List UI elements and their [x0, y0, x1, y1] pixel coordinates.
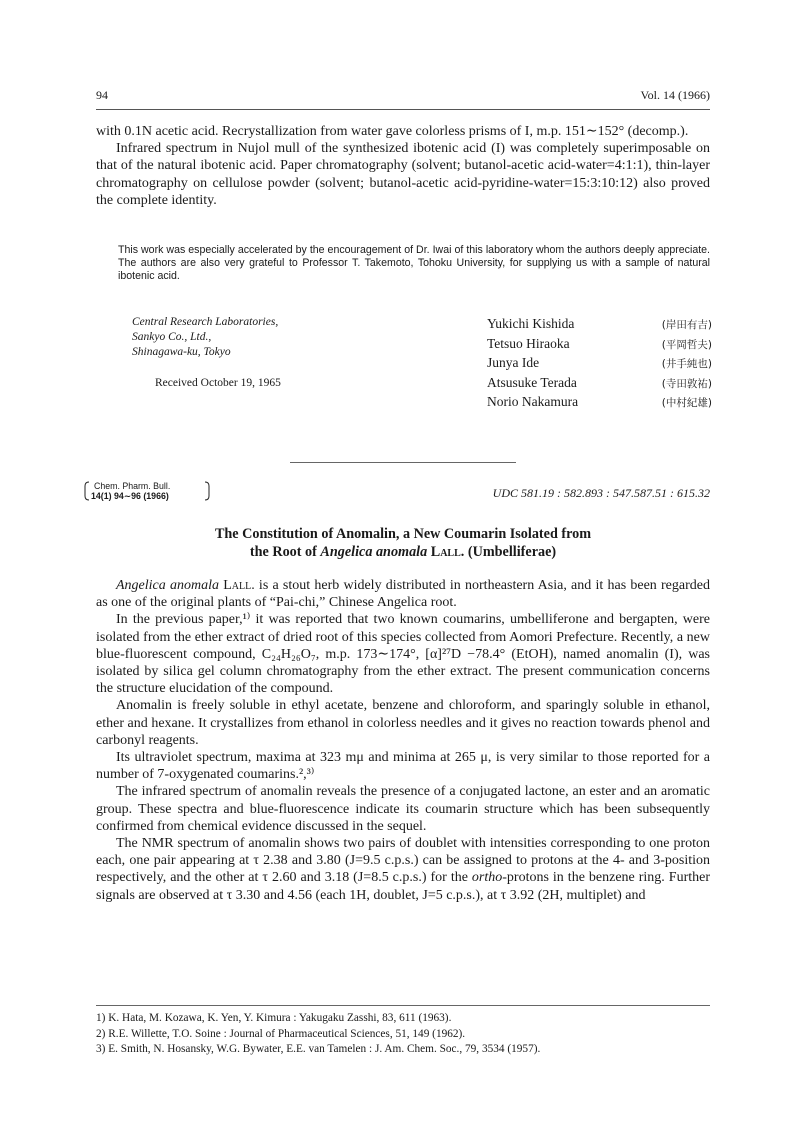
author-kanji: (平岡哲夫) — [661, 338, 712, 351]
paragraph-2: In the previous paper,¹⁾ it was reported that two known coumarins, umbelliferone and bergapten, were isolated from the ether extract of dried root of this species collected from Aomori Prefecture. Recently, a new blue-fluorescent compound, C₂₄H₂₆O₇, m.p. 173∼174°, [α]²⁷D −78.4° (EtOH), named anomalin (I), was isolated by silica gel column chromatography from the ether extract. The present communication concerns the structure elucidation of the compound. — [96, 612, 710, 697]
title-author: Lall. — [427, 543, 465, 560]
affiliation — [132, 315, 278, 360]
prev-paragraph-2: Infrared spectrum in Nujol mull of the synthesized ibotenic acid (I) was completely superimposable on that of the natural ibotenic acid. Paper chromatography (solvent; butanol-acetic acid-water=4:1:1), thin-layer chromatography on cellulose powder (solvent; butanol-acetic acid-pyridine-water=15:3:10:12) also proved the complete identity. — [96, 141, 710, 208]
footnote-rule — [96, 1005, 710, 1006]
header-rule — [96, 109, 710, 110]
received-date: Received October 19, 1965 — [155, 377, 281, 389]
paragraph-4: Its ultraviolet spectrum, maxima at 323 mμ and minima at 265 μ, is very similar to those reported for a number of 7-oxygenated coumarins.²,³⁾ — [96, 750, 710, 783]
paragraph-5: The infrared spectrum of anomalin reveals the presence of a conjugated lactone, an ester and an aromatic group. These spectra and blue-fluorescence indicate its coumarin structure which has been subsequently confirmed from chemical evidence discussed in the sequel. — [96, 784, 710, 834]
paragraph-3: Anomalin is freely soluble in ethyl acetate, benzene and chloroform, and sparingly soluble in ethanol, ether and hexane. It crystallizes from ethanol in colorless needles and it gives no reaction towards phenol and carbonyl reagents. — [96, 698, 710, 748]
author-kanji: (井手純也) — [661, 358, 712, 370]
title-pre: the Root of — [249, 543, 321, 560]
title-line-1: The Constitution of Anomalin, a New Coumarin Isolated from — [214, 526, 592, 542]
affiliation-line: Central Research Laboratories, — [132, 316, 279, 328]
udc-code: UDC 581.19 : 582.893 : 547.587.51 : 615.32 — [492, 486, 710, 500]
footnote: 3) E. Smith, N. Hosansky, W.G. Bywater, E.E. van Tamelen : J. Am. Chem. Soc., 79, 3534 (1957). — [96, 1043, 541, 1055]
author-entry — [487, 354, 712, 374]
author-name: Tetsuo Hiraoka — [487, 335, 570, 351]
article-body — [96, 577, 710, 904]
author-entry — [487, 374, 712, 394]
footnote: 1) K. Hata, M. Kozawa, K. Yen, Y. Kimura : Yakugaku Zasshi, 83, 611 (1963). — [96, 1012, 452, 1024]
acknowledgement: This work was especially accelerated by the encouragement of Dr. Iwai of this laboratory whom the authors deeply appreciate. The authors are also very grateful to Professor T. Takemoto, Tohoku University, for supplying us with a sample of natural ibotenic acid. — [118, 244, 710, 282]
author-name: Junya Ide — [487, 355, 540, 370]
author-kanji: (岸田有吉) — [661, 319, 712, 331]
author-list — [487, 315, 712, 413]
author-name: Atsusuke Terada — [487, 374, 577, 390]
citation-bracket-icon — [83, 480, 218, 502]
title-line-2 — [96, 544, 710, 562]
author-entry — [487, 315, 712, 335]
citation-journal: Chem. Pharm. Bull. — [94, 481, 171, 491]
author-name: Yukichi Kishida — [487, 316, 575, 331]
paragraph-6-text-a: The NMR spectrum of anomalin shows two pairs of doublet with intensities corresponding to one proton each, one pair appearing at τ 2.38 and 3.80 (J=9.5 c.p.s.) can be assigned to protons at the 4- and 3-position respectively, and the other at τ 2.60 and 3.18 (J=8.5 c.p.s.) for the — [96, 836, 710, 886]
affiliation-line: Sankyo Co., Ltd., — [132, 331, 212, 343]
species-author: Lall. — [218, 578, 255, 593]
affiliation-line: Shinagawa-ku, Tokyo — [132, 346, 231, 358]
species-name: Angelica anomala — [116, 578, 219, 593]
author-kanji: (中村紀雄) — [661, 397, 712, 409]
paragraph-1-text: is a stout herb widely distributed in northeastern Asia, and it has been regarded as one of the original plants of “Pai-chi,” Chinese Angelica root. — [96, 578, 710, 611]
title-species: Angelica anomala — [320, 543, 428, 560]
author-entry — [487, 335, 712, 355]
prev-paragraph-1: with 0.1N acetic acid. Recrystallization from water gave colorless prisms of I, m.p. 151∼152° (decomp.). — [96, 124, 689, 139]
prev-article-text — [96, 123, 710, 209]
page-number: 94 — [96, 88, 108, 102]
author-kanji: (寺田敦祐) — [661, 377, 712, 390]
title-post: (Umbelliferae) — [464, 543, 557, 560]
author-entry — [487, 393, 712, 413]
author-name: Norio Nakamura — [487, 394, 579, 409]
article-title — [96, 526, 710, 561]
ortho-term: ortho — [471, 870, 503, 886]
paragraph-6 — [96, 835, 710, 904]
article-separator — [290, 462, 516, 463]
footnotes — [96, 1011, 710, 1058]
citation-box — [86, 482, 170, 501]
footnote: 2) R.E. Willette, T.O. Soine : Journal of Pharmaceutical Sciences, 51, 149 (1962). — [96, 1027, 466, 1040]
citation-issue: 14(1) 94∼96 (1966) — [91, 490, 169, 501]
paragraph-6-text-b: -protons in the benzene ring. Further signals are observed at τ 3.30 and 4.56 (each 1H, doublet, J=5 c.p.s.), at τ 3.92 (2H, multiplet) and — [96, 870, 711, 903]
journal-volume: Vol. 14 (1966) — [640, 88, 710, 102]
paragraph-1 — [96, 577, 710, 611]
